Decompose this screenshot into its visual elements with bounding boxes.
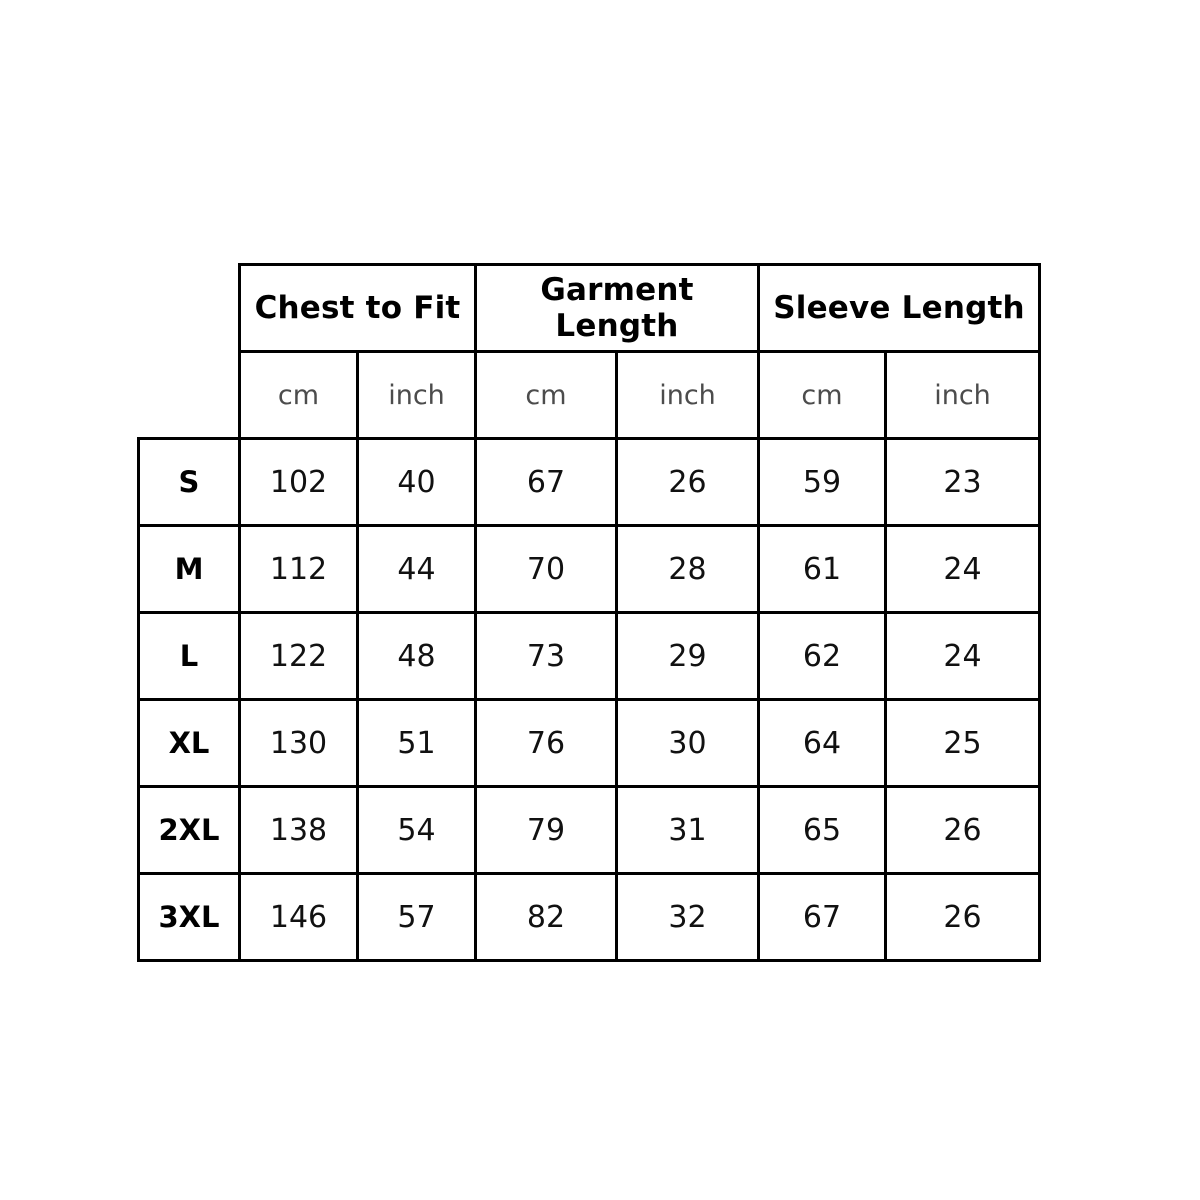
cell-2xl-chest-cm: 138: [240, 787, 358, 874]
unit-header-chest-inch: inch: [358, 352, 476, 439]
cell-3xl-sleeve-cm: 67: [759, 874, 886, 961]
cell-xl-sleeve-inch: 25: [886, 700, 1040, 787]
cell-m-garment-cm: 70: [476, 526, 617, 613]
unit-header-sleeve-cm: cm: [759, 352, 886, 439]
unit-header-sleeve-inch: inch: [886, 352, 1040, 439]
cell-s-chest-inch: 40: [358, 439, 476, 526]
cell-3xl-chest-cm: 146: [240, 874, 358, 961]
cell-3xl-garment-inch: 32: [617, 874, 759, 961]
table-row: [139, 526, 1040, 613]
size-chart-container: [137, 263, 1041, 962]
cell-s-garment-inch: 26: [617, 439, 759, 526]
table-row: [139, 700, 1040, 787]
table-row: [139, 874, 1040, 961]
cell-xl-chest-inch: 51: [358, 700, 476, 787]
cell-2xl-chest-inch: 54: [358, 787, 476, 874]
table-row: [139, 787, 1040, 874]
cell-s-chest-cm: 102: [240, 439, 358, 526]
corner-cell-bottom: [139, 352, 240, 439]
unit-header-row: [139, 352, 1040, 439]
cell-l-garment-cm: 73: [476, 613, 617, 700]
cell-l-garment-inch: 29: [617, 613, 759, 700]
cell-l-chest-cm: 122: [240, 613, 358, 700]
cell-2xl-sleeve-inch: 26: [886, 787, 1040, 874]
cell-3xl-garment-cm: 82: [476, 874, 617, 961]
cell-xl-sleeve-cm: 64: [759, 700, 886, 787]
table-body: [139, 439, 1040, 961]
row-label-2xl: 2XL: [139, 787, 240, 874]
cell-l-chest-inch: 48: [358, 613, 476, 700]
cell-2xl-garment-inch: 31: [617, 787, 759, 874]
row-label-xl: XL: [139, 700, 240, 787]
group-header-garment-length: Garment Length: [476, 265, 759, 352]
cell-s-sleeve-inch: 23: [886, 439, 1040, 526]
row-label-s: S: [139, 439, 240, 526]
table-header: [139, 265, 1040, 439]
row-label-3xl: 3XL: [139, 874, 240, 961]
unit-header-chest-cm: cm: [240, 352, 358, 439]
cell-l-sleeve-cm: 62: [759, 613, 886, 700]
corner-cell-top: [139, 265, 240, 352]
cell-m-sleeve-inch: 24: [886, 526, 1040, 613]
group-header-row: [139, 265, 1040, 352]
cell-3xl-chest-inch: 57: [358, 874, 476, 961]
group-header-sleeve-length: Sleeve Length: [759, 265, 1040, 352]
table-row: [139, 613, 1040, 700]
unit-header-garment-inch: inch: [617, 352, 759, 439]
cell-m-garment-inch: 28: [617, 526, 759, 613]
cell-3xl-sleeve-inch: 26: [886, 874, 1040, 961]
cell-2xl-sleeve-cm: 65: [759, 787, 886, 874]
cell-l-sleeve-inch: 24: [886, 613, 1040, 700]
row-label-l: L: [139, 613, 240, 700]
cell-s-garment-cm: 67: [476, 439, 617, 526]
cell-s-sleeve-cm: 59: [759, 439, 886, 526]
row-label-m: M: [139, 526, 240, 613]
group-header-chest: Chest to Fit: [240, 265, 476, 352]
cell-m-chest-cm: 112: [240, 526, 358, 613]
cell-xl-garment-inch: 30: [617, 700, 759, 787]
size-chart-table: [137, 263, 1041, 962]
cell-xl-garment-cm: 76: [476, 700, 617, 787]
cell-m-sleeve-cm: 61: [759, 526, 886, 613]
table-row: [139, 439, 1040, 526]
unit-header-garment-cm: cm: [476, 352, 617, 439]
cell-2xl-garment-cm: 79: [476, 787, 617, 874]
cell-m-chest-inch: 44: [358, 526, 476, 613]
cell-xl-chest-cm: 130: [240, 700, 358, 787]
